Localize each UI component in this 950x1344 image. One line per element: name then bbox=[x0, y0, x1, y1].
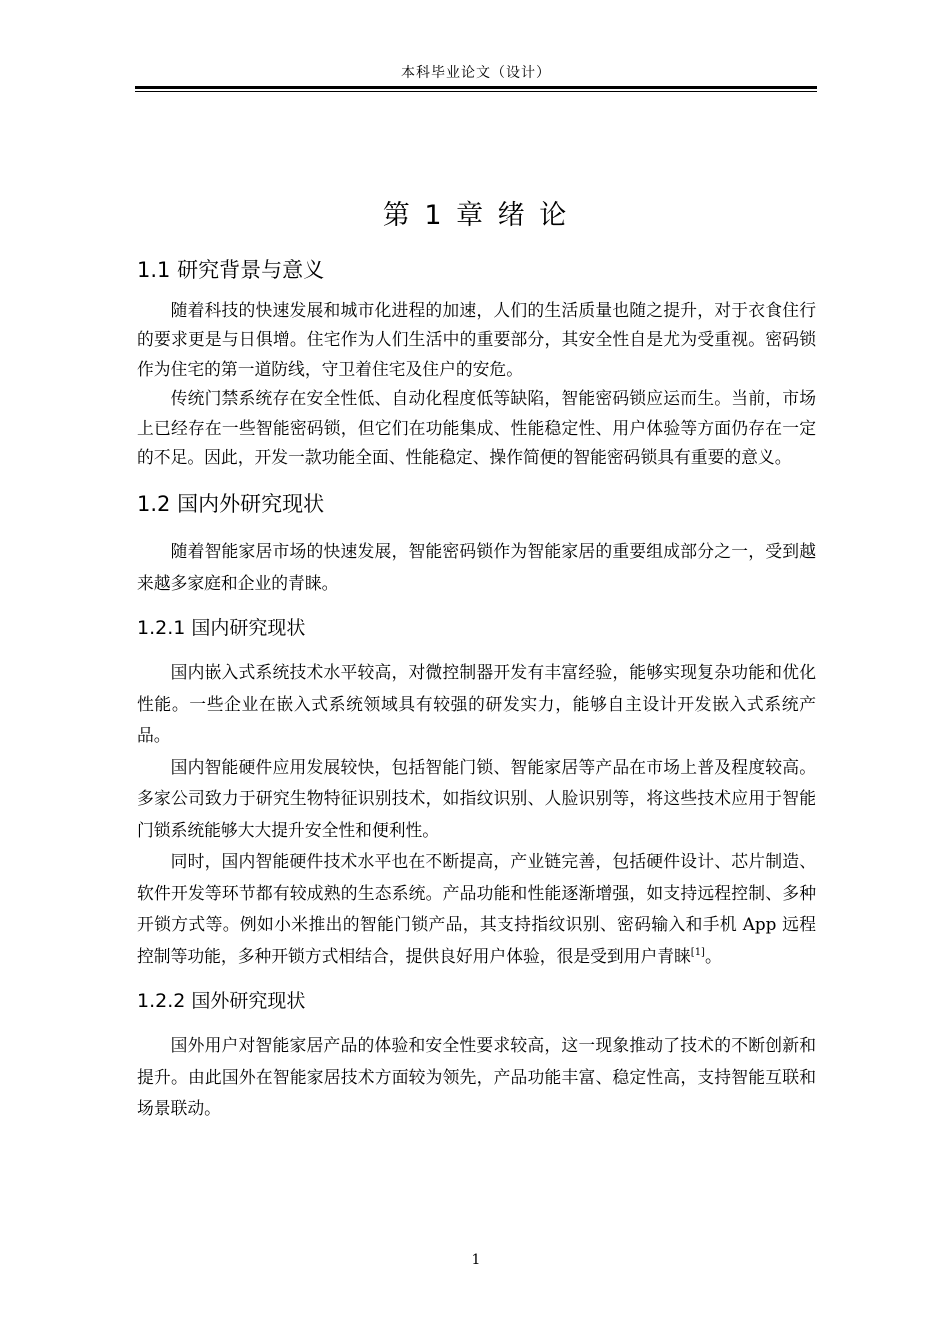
page-number: 1 bbox=[471, 1252, 481, 1268]
header-rule-thin bbox=[135, 91, 817, 92]
paragraph: 传统门禁系统存在安全性低、自动化程度低等缺陷，智能密码锁应运而生。当前，市场上已经存在一些智能密码锁，但它们在功能集成、性能稳定性、用户体验等方面仍存在一定的不足。因此，开发一款功能全面、性能稳定、操作简便的智能密码锁具有重要的意义。 bbox=[137, 388, 816, 468]
header-rule bbox=[135, 86, 817, 89]
section-body-1-2-2 bbox=[137, 1030, 816, 1125]
paragraph-end: 。 bbox=[704, 945, 722, 966]
section-heading-1-2-1: 1.2.1 国内研究现状 bbox=[137, 617, 306, 640]
section-body-1-2-1 bbox=[137, 657, 816, 972]
paragraph: 国内嵌入式系统技术水平较高，对微控制器开发有丰富经验，能够实现复杂功能和优化性能。一些企业在嵌入式系统领域具有较强的研发实力，能够自主设计开发嵌入式系统产品。 bbox=[137, 662, 816, 746]
document-body bbox=[137, 250, 816, 1125]
paragraph: 随着科技的快速发展和城市化进程的加速，人们的生活质量也随之提升，对于衣食住行的要求更是与日俱增。住宅作为人们生活中的重要部分，其安全性自是尤为受重视。密码锁作为住宅的第一道防线，守卫着住宅及住户的安危。 bbox=[137, 300, 816, 379]
header-text: 本科毕业论文（设计） bbox=[401, 65, 551, 81]
section-heading-1-2-2: 1.2.2 国外研究现状 bbox=[137, 990, 306, 1013]
section-body-1-1 bbox=[137, 296, 816, 472]
paragraph: 国内智能硬件应用发展较快，包括智能门锁、智能家居等产品在市场上普及程度较高。多家公司致力于研究生物特征识别技术，如指纹识别、人脸识别等，将这些技术应用于智能门锁系统能够大大提升安全性和便利性。 bbox=[137, 756, 816, 840]
section-heading-1-2: 1.2 国内外研究现状 bbox=[137, 492, 325, 517]
paragraph bbox=[137, 846, 816, 972]
page-header bbox=[135, 62, 817, 92]
paragraph-text: 同时，国内智能硬件技术水平也在不断提高，产业链完善，包括硬件设计、芯片制造、软件开发等环节都有较成熟的生态系统。产品功能和性能逐渐增强，如支持远程控制、多种开锁方式等。例如小米推出的智能门锁产品，其支持指纹识别、密码输入和手机 App 远程控制等功能，多种开锁方式相结合，提供良好用户体验，很是受到用户青睐 bbox=[137, 851, 816, 966]
section-heading-1-1: 1.1 研究背景与意义 bbox=[137, 258, 325, 282]
paragraph: 国外用户对智能家居产品的体验和安全性要求较高，这一现象推动了技术的不断创新和提升。由此国外在智能家居技术方面较为领先，产品功能丰富、稳定性高，支持智能互联和场景联动。 bbox=[137, 1035, 816, 1119]
paragraph: 随着智能家居市场的快速发展，智能密码锁作为智能家居的重要组成部分之一，受到越来越多家庭和企业的青睐。 bbox=[137, 541, 816, 593]
section-body-1-2 bbox=[137, 536, 816, 599]
chapter-title: 第 1 章 绪 论 bbox=[382, 200, 570, 231]
citation-reference[interactable]: [1] bbox=[690, 946, 705, 958]
